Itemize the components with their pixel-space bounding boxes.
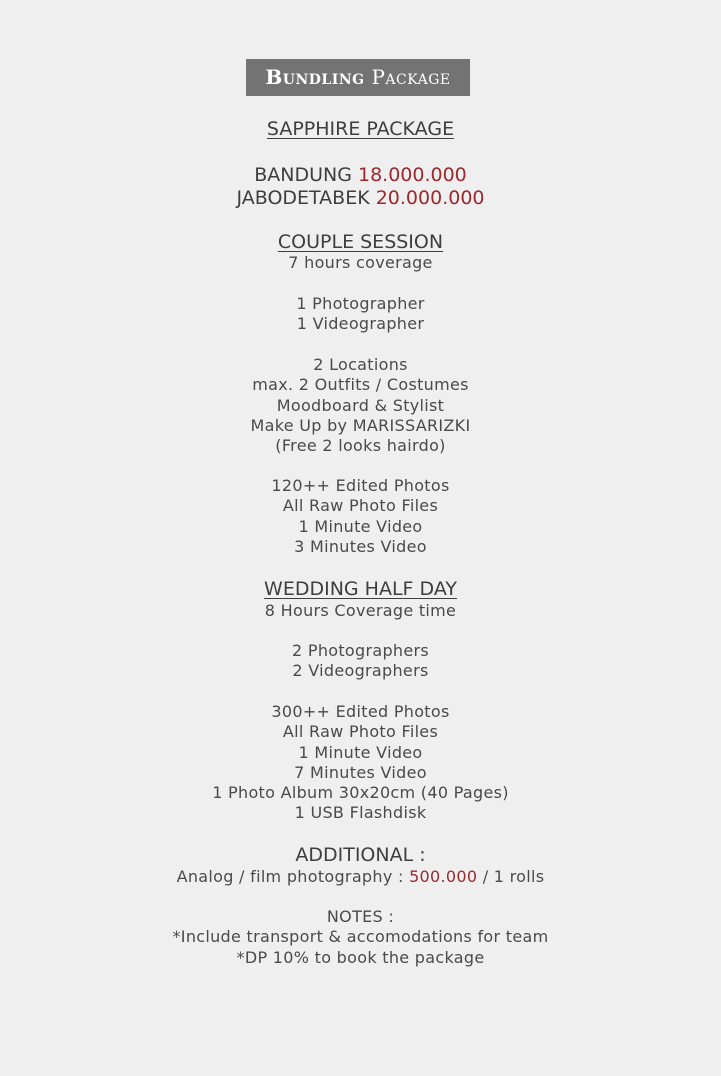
wedding-half-day-coverage-block xyxy=(0,601,721,621)
price-jabodetabek xyxy=(0,187,721,210)
couple-session-details xyxy=(0,355,721,456)
price-city: BANDUNG xyxy=(254,164,352,186)
deliverable-item: 1 Photo Album 30x20cm (40 Pages) xyxy=(212,783,509,803)
note-item: *DP 10% to book the package xyxy=(236,947,485,967)
additional-item-prefix: Analog / film photography : xyxy=(176,867,410,886)
note-item: *Include transport & accomodations for team xyxy=(172,927,549,947)
bundling-package-banner xyxy=(246,59,470,96)
deliverable-item: All Raw Photo Files xyxy=(282,722,439,742)
price-value: 18.000.000 xyxy=(357,164,467,186)
additional-item xyxy=(0,867,721,887)
crew-item: 1 Photographer xyxy=(296,294,425,313)
price-list xyxy=(0,164,721,210)
deliverable-item: 1 USB Flashdisk xyxy=(294,803,427,823)
wedding-half-day-coverage: 8 Hours Coverage time xyxy=(264,601,457,620)
detail-item: (Free 2 looks hairdo) xyxy=(275,436,446,456)
wedding-half-day-crew xyxy=(0,641,721,682)
couple-session-crew xyxy=(0,294,721,335)
price-value: 20.000.000 xyxy=(375,187,485,209)
additional-heading: ADDITIONAL : xyxy=(295,844,426,866)
banner-bold-text: Bundling xyxy=(265,65,365,89)
detail-item: 2 Locations xyxy=(313,355,408,374)
couple-session-heading: COUPLE SESSION xyxy=(277,231,444,253)
package-title-block xyxy=(0,118,721,140)
notes-block xyxy=(0,907,721,968)
couple-session-coverage: 7 hours coverage xyxy=(288,253,433,272)
banner-regular-text: Package xyxy=(371,65,451,89)
deliverable-item: All Raw Photo Files xyxy=(282,496,439,516)
detail-item: max. 2 Outfits / Costumes xyxy=(252,375,469,395)
notes-heading: NOTES : xyxy=(326,907,395,926)
deliverable-item: 7 Minutes Video xyxy=(294,762,427,782)
deliverable-item: 300++ Edited Photos xyxy=(271,702,450,721)
additional-item-price: 500.000 xyxy=(409,867,478,886)
wedding-half-day-heading: WEDDING HALF DAY xyxy=(264,578,457,600)
crew-item: 2 Photographers xyxy=(292,641,429,660)
wedding-half-day-heading-block xyxy=(0,578,721,600)
wedding-half-day-deliverables xyxy=(0,702,721,824)
deliverable-item: 1 Minute Video xyxy=(298,742,423,762)
crew-item: 1 Videographer xyxy=(296,314,425,334)
deliverable-item: 3 Minutes Video xyxy=(294,536,427,556)
additional-item-suffix: / 1 rolls xyxy=(477,867,545,886)
couple-session-coverage-block xyxy=(0,253,721,273)
detail-item: Moodboard & Stylist xyxy=(276,395,445,415)
crew-item: 2 Videographers xyxy=(292,661,429,681)
couple-session-heading-block xyxy=(0,231,721,253)
additional-heading-block xyxy=(0,844,721,866)
price-city: JABODETABEK xyxy=(236,187,370,209)
couple-session-deliverables xyxy=(0,476,721,557)
additional-item-block xyxy=(0,867,721,887)
deliverable-item: 120++ Edited Photos xyxy=(271,476,450,495)
package-title: SAPPHIRE PACKAGE xyxy=(266,118,455,140)
price-bandung xyxy=(0,164,721,187)
detail-item: Make Up by MARISSARIZKI xyxy=(250,415,471,435)
deliverable-item: 1 Minute Video xyxy=(298,516,423,536)
